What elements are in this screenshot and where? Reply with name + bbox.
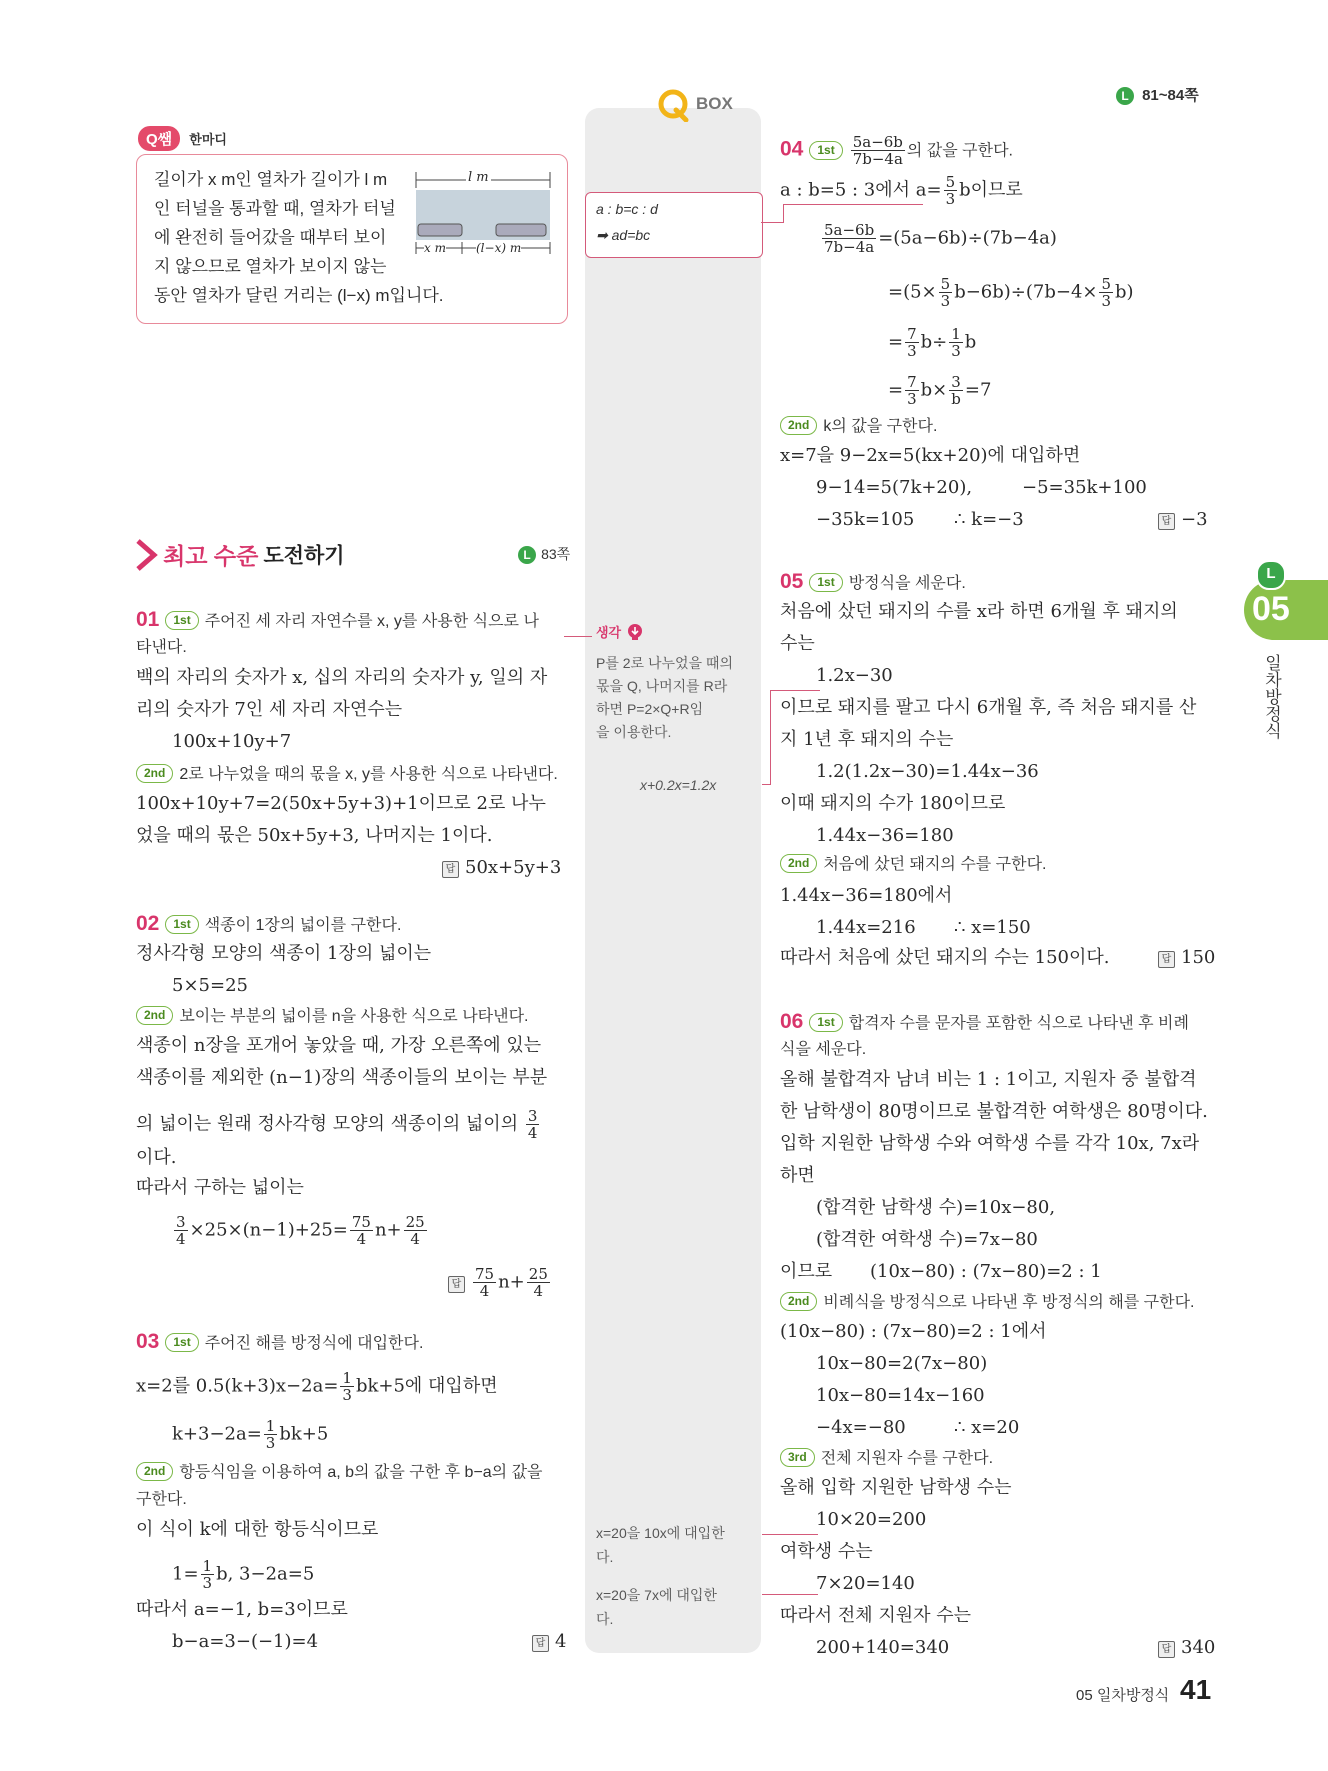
problem-02-step1: 02 1st 색종이 1장의 넓이를 구한다. — [136, 912, 402, 935]
answer-01: 답 50x+5y+3 — [442, 856, 561, 880]
calc-note: x+0.2x=1.2x — [640, 777, 717, 793]
sub-note: x=20을 10x에 대입한 — [596, 1525, 725, 1541]
problem-02-step2: 2nd 보이는 부분의 넓이를 n을 사용한 식으로 나타낸다. — [136, 1004, 528, 1029]
qssam-badge: Q쌤 — [138, 126, 180, 151]
chevron-right-icon — [136, 539, 158, 571]
train-tunnel-diagram: l m x m (l−x) m — [414, 168, 552, 258]
problem-05-step1: 05 1st 방정식을 세운다. — [780, 570, 966, 593]
lesson-pill: L — [1116, 87, 1134, 105]
answer-03: 답 4 — [532, 1630, 566, 1654]
answer-02: 답 $\frac{75}{4}$ n+ $\frac{25}{4}$ — [448, 1266, 552, 1299]
sub-note: x=20을 7x에 대입한 — [596, 1587, 717, 1603]
page-number: 41 — [1180, 1674, 1212, 1705]
page-reference: L 81~84쪽 — [1116, 84, 1199, 105]
box-column — [585, 108, 761, 1653]
qssam-line: 에 완전히 들어갔을 때부터 보이 — [154, 228, 387, 247]
section-title: 최고 수준 도전하기 — [136, 538, 345, 571]
problem-03-step1: 03 1st 주어진 해를 방정식에 대입한다. — [136, 1330, 424, 1353]
problem-06-step3: 3rd 전체 지원자 수를 구한다. — [780, 1446, 993, 1471]
problem-03-step2: 2nd 항등식임을 이용하여 a, b의 값을 구한 후 b−a의 값을 — [136, 1460, 543, 1485]
think-line: 몫을 Q, 나머지를 R라 — [596, 678, 728, 694]
problem-01-step1: 01 1st 주어진 세 자리 자연수를 x, y를 사용한 식으로 나 — [136, 608, 539, 631]
box-label: BOX — [696, 94, 733, 113]
qssam-header: Q쌤 한마디 — [138, 126, 227, 151]
think-line: P를 2로 나누었을 때의 — [596, 655, 733, 671]
qssam-line: 길이가 x m인 열차가 길이가 l m — [154, 170, 388, 189]
footer-chapter: 05 일차방정식 — [1076, 1687, 1170, 1704]
think-line: 하면 P=2×Q+R임 — [596, 701, 704, 717]
think-header: 생각 — [596, 622, 644, 641]
qssam-line: 인 터널을 통과할 때, 열차가 터널 — [154, 199, 396, 218]
problem-06-step1: 06 1st 합격자 수를 문자를 포함한 식으로 나타낸 후 비례 — [780, 1010, 1189, 1033]
lightbulb-icon — [626, 623, 644, 641]
box-logo — [656, 88, 733, 126]
chapter-tab: 05 — [1244, 580, 1328, 640]
answer-05: 답 150 — [1158, 946, 1215, 970]
section-ref: L 83쪽 — [518, 544, 570, 564]
problem-04-step1: 04 1st $\frac{5a-6b}{7b-4a}$ 의 값을 구한다. — [780, 133, 1013, 168]
chapter-pill: L — [1256, 560, 1286, 590]
think-line: 을 이용한다. — [596, 724, 672, 740]
sub-note: 다. — [596, 1549, 614, 1565]
problem-06-step2: 2nd 비례식을 방정식으로 나타낸 후 방정식의 해를 구한다. — [780, 1290, 1195, 1315]
qssam-line: 동안 열차가 달린 거리는 (l−x) m입니다. — [154, 286, 444, 305]
q-logo-icon — [656, 88, 690, 122]
ratio-note: a : b=c : d — [596, 201, 658, 217]
ratio-note: ➡ ad=bc — [596, 227, 651, 243]
problem-01-step2: 2nd 2로 나누었을 때의 몫을 x, y를 사용한 식으로 나타낸다. — [136, 762, 558, 787]
problem-05-step2: 2nd 처음에 샀던 돼지의 수를 구한다. — [780, 852, 1047, 877]
sub-note: 다. — [596, 1611, 614, 1627]
chapter-name: 일차방정식 — [1262, 654, 1281, 739]
answer-04: 답 −3 — [1158, 508, 1208, 532]
problem-04-step2: 2nd k의 값을 구한다. — [780, 414, 937, 439]
answer-06: 답 340 — [1158, 1636, 1215, 1660]
qssam-line: 지 않으므로 열차가 보이지 않는 — [154, 257, 387, 276]
